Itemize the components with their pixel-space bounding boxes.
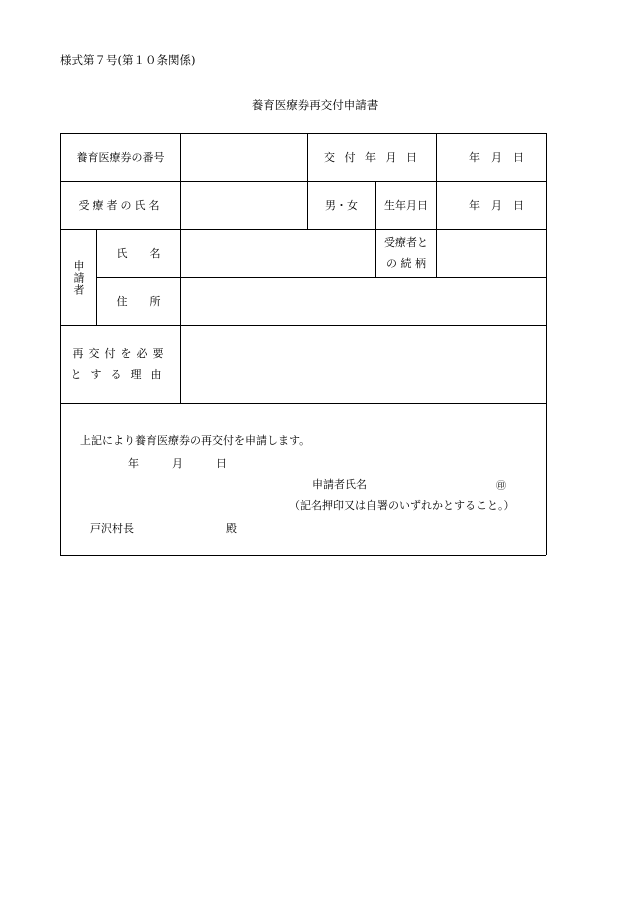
reason-field[interactable] (181, 326, 546, 403)
ticket-number-field[interactable] (181, 134, 307, 181)
seal-mark: ㊞ (496, 481, 506, 492)
sex-selector[interactable]: 男・女 (325, 199, 358, 212)
relation-field[interactable] (437, 230, 546, 277)
honorific: 殿 (226, 522, 237, 535)
relation-label-line1: 受療者と (384, 235, 428, 249)
declaration-statement: 上記により養育医療券の再交付を申請します。 (80, 434, 311, 447)
addressee: 戸沢村長 (90, 522, 134, 535)
document-title: 養育医療券再交付申請書 (251, 98, 379, 112)
applicant-address-label: 住 所 (116, 295, 161, 308)
applicant-group-label: 申請者 (72, 259, 85, 296)
issue-date-label: 交 付 年 月 日 (324, 151, 420, 164)
reason-label (61, 326, 180, 403)
applicant-name-label: 氏 名 (116, 247, 161, 260)
issue-date-field[interactable]: 年 月 日 (469, 151, 524, 164)
applicant-signature-field[interactable] (376, 472, 494, 490)
applicant-address-field[interactable] (181, 278, 546, 325)
ticket-number-label: 養育医療券の番号 (76, 151, 165, 164)
relation-label (376, 230, 436, 277)
table-rule (60, 555, 546, 556)
birth-date-field[interactable]: 年 月 日 (469, 199, 524, 212)
table-rule (546, 133, 547, 555)
birth-date-label: 生年月日 (384, 199, 428, 212)
reason-label-line1: 再交付を必要 (72, 346, 169, 360)
reason-label-line2: とする理由 (70, 367, 171, 381)
table-rule (60, 403, 546, 404)
form-number: 様式第７号(第１０条関係) (60, 53, 196, 67)
patient-name-label: 受療者の氏名 (78, 199, 163, 212)
patient-name-field[interactable] (181, 182, 307, 229)
declaration-date-field[interactable]: 年 月 日 (128, 457, 227, 470)
relation-label-line2: の 続 柄 (386, 256, 426, 270)
applicant-name-field[interactable] (181, 230, 375, 277)
applicant-signature-label: 申請者氏名 (312, 478, 367, 491)
signature-note: （記名押印又は自署のいずれかとすること。） (289, 499, 515, 512)
